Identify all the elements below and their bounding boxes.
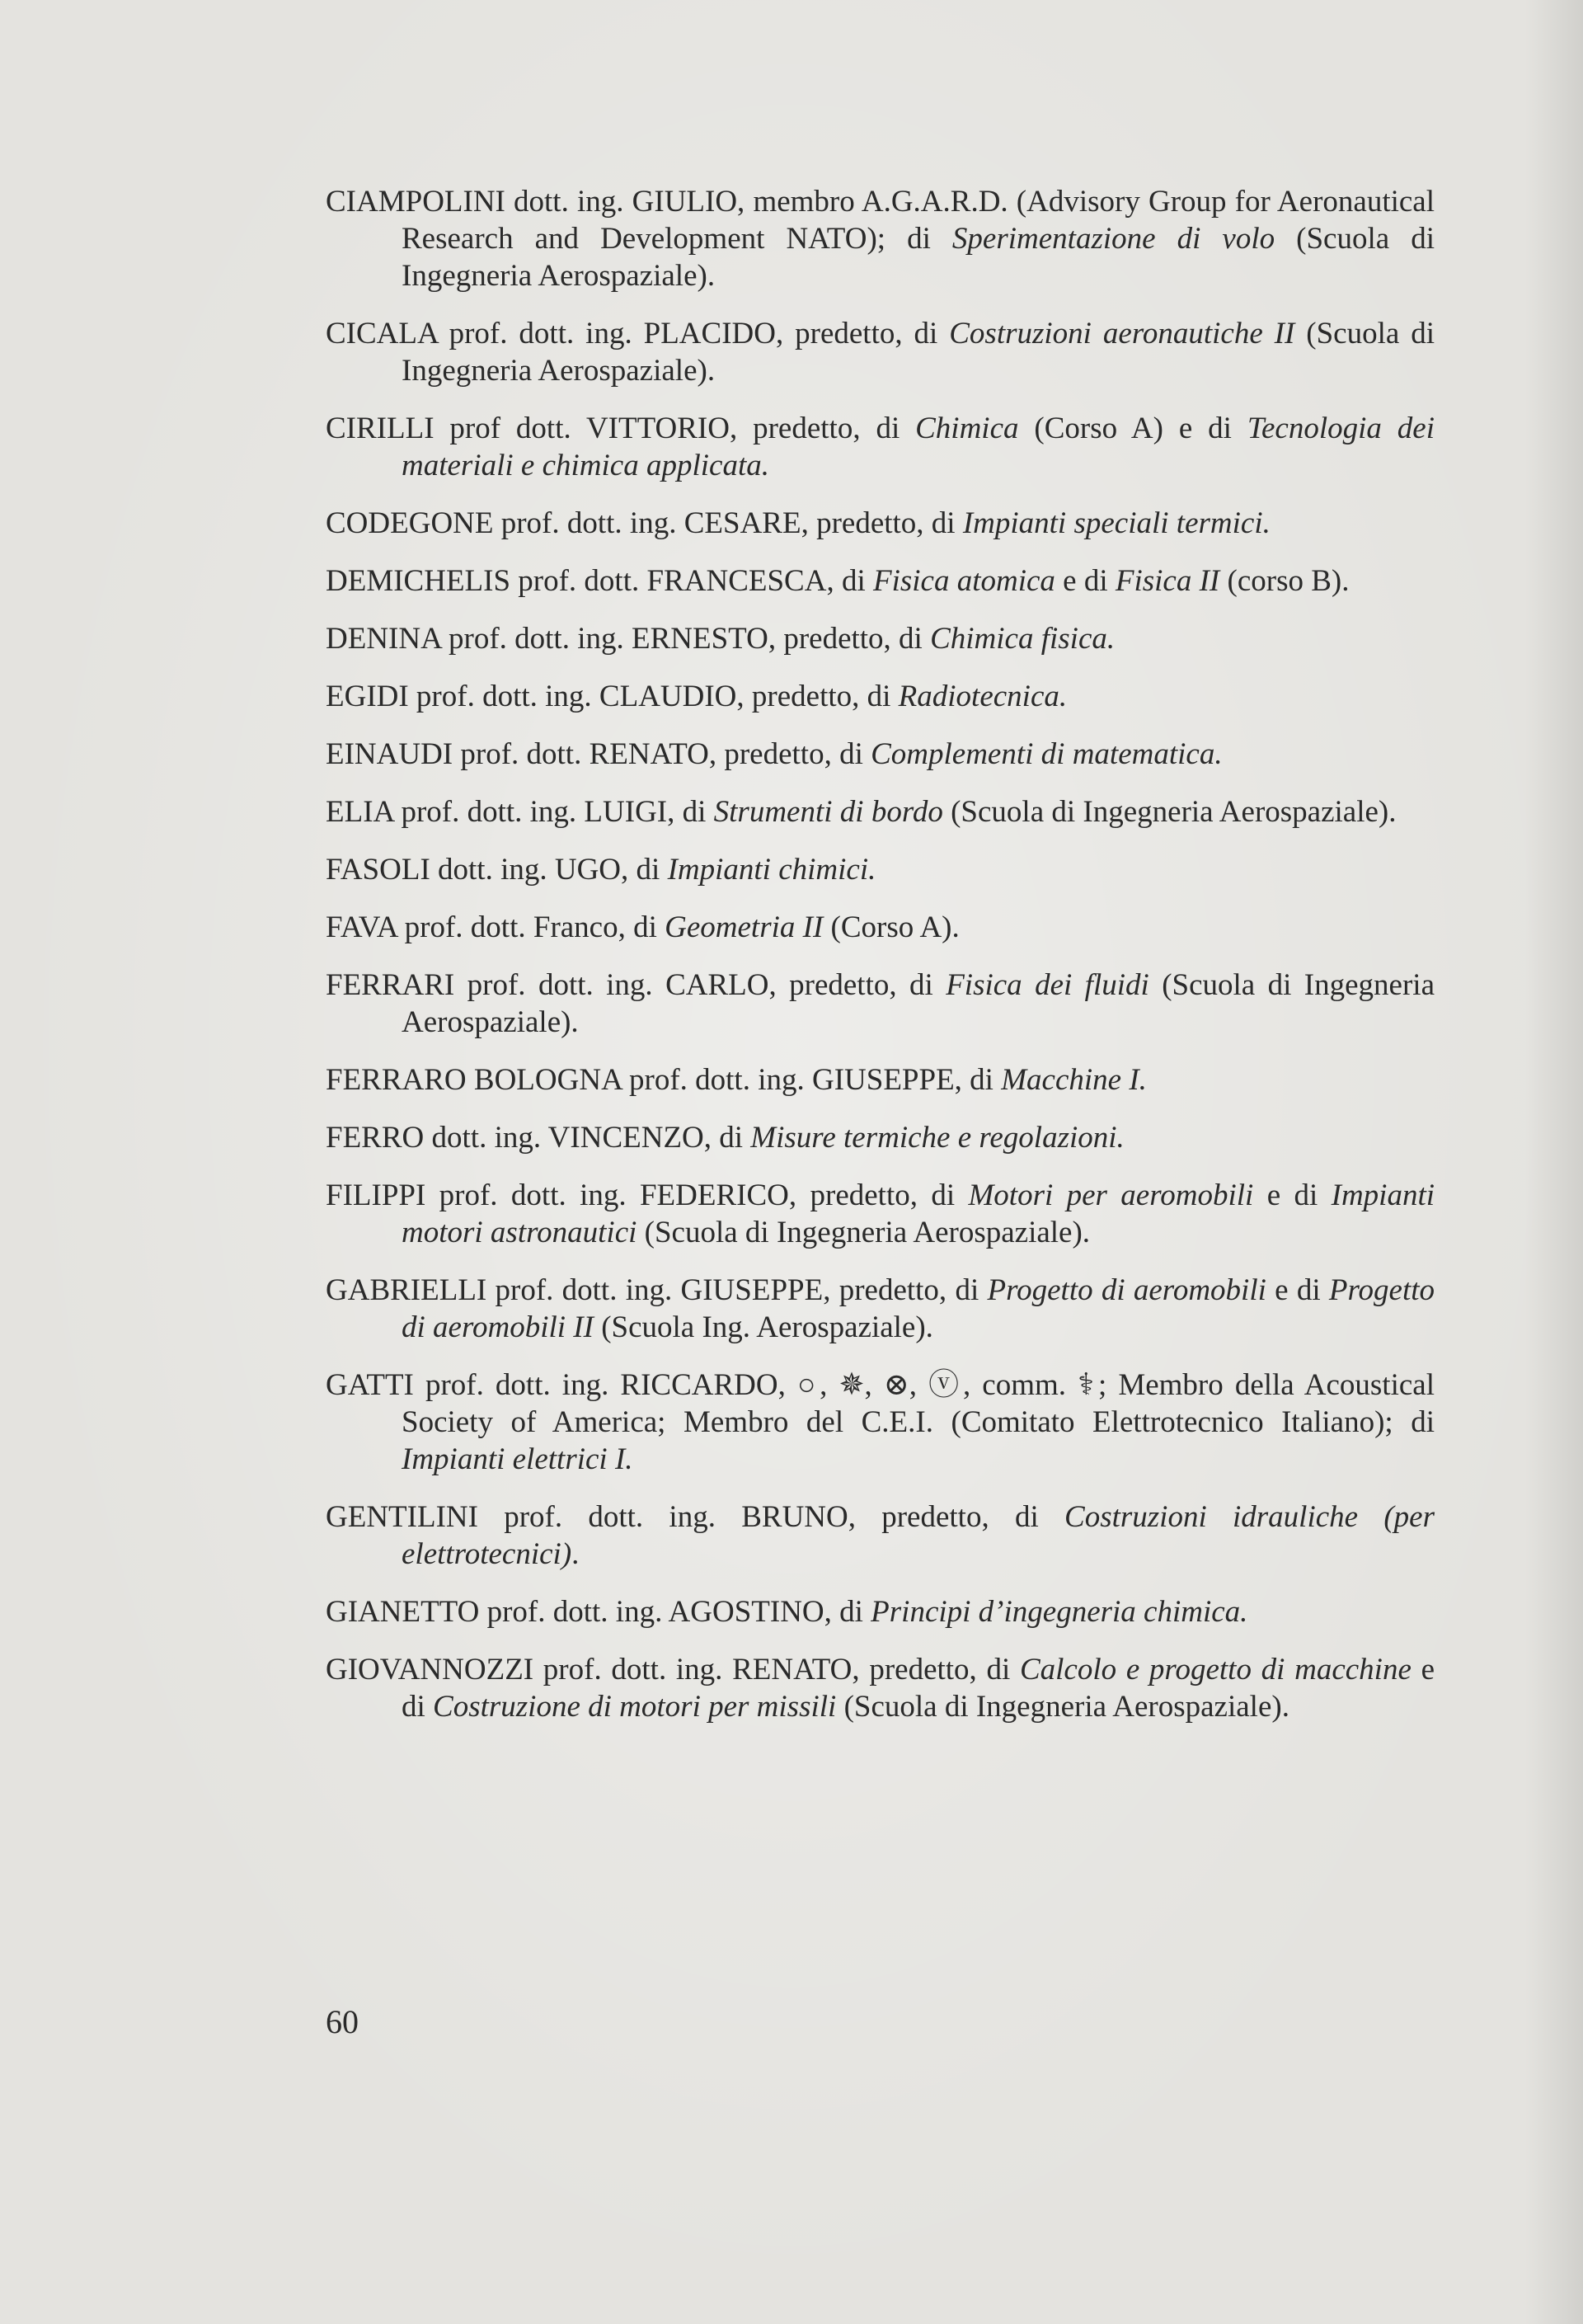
entry-text: (Scuola di Ingegneria Aerospaziale). bbox=[836, 1690, 1289, 1724]
entry-text: FERRO dott. ing. VINCENZO, di bbox=[326, 1121, 751, 1155]
faculty-entry bbox=[326, 1272, 1435, 1346]
entry-text: e di bbox=[1055, 564, 1116, 598]
course-title: Chimica fisica. bbox=[930, 622, 1116, 656]
course-title: Impianti motori astronautici bbox=[402, 1178, 1435, 1249]
faculty-entry bbox=[326, 736, 1435, 773]
course-title: Strumenti di bordo bbox=[713, 795, 943, 829]
entry-text: (corso B). bbox=[1219, 564, 1350, 598]
entry-text: (Scuola di Ingegneria Aerospaziale). bbox=[402, 222, 1435, 293]
entry-text: CODEGONE prof. dott. ing. CESARE, predetto, di bbox=[326, 506, 963, 540]
entry-text: FERRARI prof. dott. ing. CARLO, predetto, di bbox=[326, 968, 947, 1002]
entry-text: CIAMPOLINI dott. ing. GIULIO, membro A.G.A.R.D. (Advisory Group for Aeronautical Research and Development NATO); di bbox=[326, 185, 1435, 256]
faculty-entry bbox=[326, 1177, 1435, 1251]
entry-text: (Corso A) e di bbox=[1018, 412, 1247, 445]
faculty-entry bbox=[326, 1061, 1435, 1098]
faculty-entry bbox=[326, 315, 1435, 389]
course-title: Principi d’ingegneria chimica. bbox=[871, 1595, 1248, 1629]
entry-text: . bbox=[571, 1537, 580, 1571]
course-title: Impianti speciali termici. bbox=[962, 506, 1271, 540]
course-title: Progetto di aeromobili bbox=[987, 1273, 1266, 1307]
faculty-entry bbox=[326, 183, 1435, 294]
course-title: Progetto di aeromobili II bbox=[402, 1273, 1435, 1344]
entry-text: e di bbox=[402, 1653, 1435, 1724]
entry-text: (Scuola di Ingegneria Aerospaziale). bbox=[942, 795, 1397, 829]
course-title: Chimica bbox=[915, 412, 1019, 445]
faculty-list bbox=[326, 183, 1435, 1746]
faculty-entry bbox=[326, 851, 1435, 888]
entry-text: e di bbox=[1266, 1273, 1329, 1307]
entry-text: (Scuola Ing. Aerospaziale). bbox=[593, 1310, 933, 1344]
entry-text: ELIA prof. dott. ing. LUIGI, di bbox=[326, 795, 714, 829]
faculty-entry bbox=[326, 620, 1435, 657]
faculty-entry bbox=[326, 562, 1435, 600]
page-edge-shadow bbox=[1525, 0, 1583, 2324]
course-title: Costruzione di motori per missili bbox=[433, 1690, 837, 1724]
page-number: 60 bbox=[326, 2003, 359, 2040]
entry-text: GATTI prof. dott. ing. RICCARDO, ○, ✵, ⊗, ⓥ, comm. ⚕; Membro della Acoustical Society of America; Membro del C.E.I. (Comitato Elettrotecnico Italiano); di bbox=[326, 1368, 1435, 1439]
course-title: Fisica II bbox=[1115, 564, 1220, 598]
entry-text: FASOLI dott. ing. UGO, di bbox=[326, 853, 668, 887]
course-title: Complementi di matematica. bbox=[871, 737, 1223, 771]
faculty-entry bbox=[326, 410, 1435, 484]
entry-text: FAVA prof. dott. Franco, di bbox=[326, 910, 665, 944]
course-title: Fisica atomica bbox=[872, 564, 1055, 598]
course-title: Impianti elettrici I. bbox=[402, 1442, 633, 1476]
faculty-entry bbox=[326, 1651, 1435, 1725]
faculty-entry bbox=[326, 1119, 1435, 1156]
entry-text: (Corso A). bbox=[823, 910, 960, 944]
course-title: Misure termiche e regolazioni. bbox=[750, 1121, 1125, 1155]
faculty-entry bbox=[326, 793, 1435, 830]
course-title: Tecnologia dei materiali e chimica applicata. bbox=[402, 412, 1435, 482]
course-title: Macchine I. bbox=[1001, 1063, 1147, 1097]
course-title: Costruzioni idrauliche (per elettrotecnici) bbox=[402, 1500, 1435, 1571]
entry-text: e di bbox=[1253, 1178, 1332, 1212]
course-title: Impianti chimici. bbox=[667, 853, 876, 887]
entry-text: EGIDI prof. dott. ing. CLAUDIO, predetto, di bbox=[326, 680, 899, 713]
faculty-entry bbox=[326, 678, 1435, 715]
entry-text: (Scuola di Ingegneria Aerospaziale). bbox=[402, 968, 1435, 1039]
course-title: Calcolo e progetto di macchine bbox=[1019, 1653, 1412, 1687]
faculty-entry bbox=[326, 1367, 1435, 1478]
entry-text: CICALA prof. dott. ing. PLACIDO, predetto, di bbox=[326, 317, 950, 350]
entry-text: EINAUDI prof. dott. RENATO, predetto, di bbox=[326, 737, 871, 771]
entry-text: (Scuola di Ingegneria Aerospaziale). bbox=[402, 317, 1435, 388]
course-title: Geometria II bbox=[665, 910, 824, 944]
entry-text: FERRARO BOLOGNA prof. dott. ing. GIUSEPPE, di bbox=[326, 1063, 1002, 1097]
entry-text: FILIPPI prof. dott. ing. FEDERICO, predetto, di bbox=[326, 1178, 969, 1212]
entry-text: (Scuola di Ingegneria Aerospaziale). bbox=[636, 1216, 1091, 1249]
entry-text: GENTILINI prof. dott. ing. BRUNO, predetto, di bbox=[326, 1500, 1065, 1534]
faculty-entry bbox=[326, 967, 1435, 1041]
faculty-entry bbox=[326, 1593, 1435, 1630]
entry-text: DEMICHELIS prof. dott. FRANCESCA, di bbox=[326, 564, 873, 598]
course-title: Costruzioni aeronautiche II bbox=[949, 317, 1295, 350]
course-title: Sperimentazione di volo bbox=[951, 222, 1275, 256]
entry-text: DENINA prof. dott. ing. ERNESTO, predetto, di bbox=[326, 622, 931, 656]
course-title: Motori per aeromobili bbox=[968, 1178, 1254, 1212]
faculty-entry bbox=[326, 909, 1435, 946]
course-title: Radiotecnica. bbox=[898, 680, 1068, 713]
course-title: Fisica dei fluidi bbox=[946, 968, 1149, 1002]
entry-text: GIANETTO prof. dott. ing. AGOSTINO, di bbox=[326, 1595, 871, 1629]
entry-text: GIOVANNOZZI prof. dott. ing. RENATO, predetto, di bbox=[326, 1653, 1020, 1687]
entry-text: GABRIELLI prof. dott. ing. GIUSEPPE, predetto, di bbox=[326, 1273, 988, 1307]
faculty-entry bbox=[326, 505, 1435, 542]
faculty-entry bbox=[326, 1498, 1435, 1573]
entry-text: CIRILLI prof dott. VITTORIO, predetto, di bbox=[326, 412, 916, 445]
